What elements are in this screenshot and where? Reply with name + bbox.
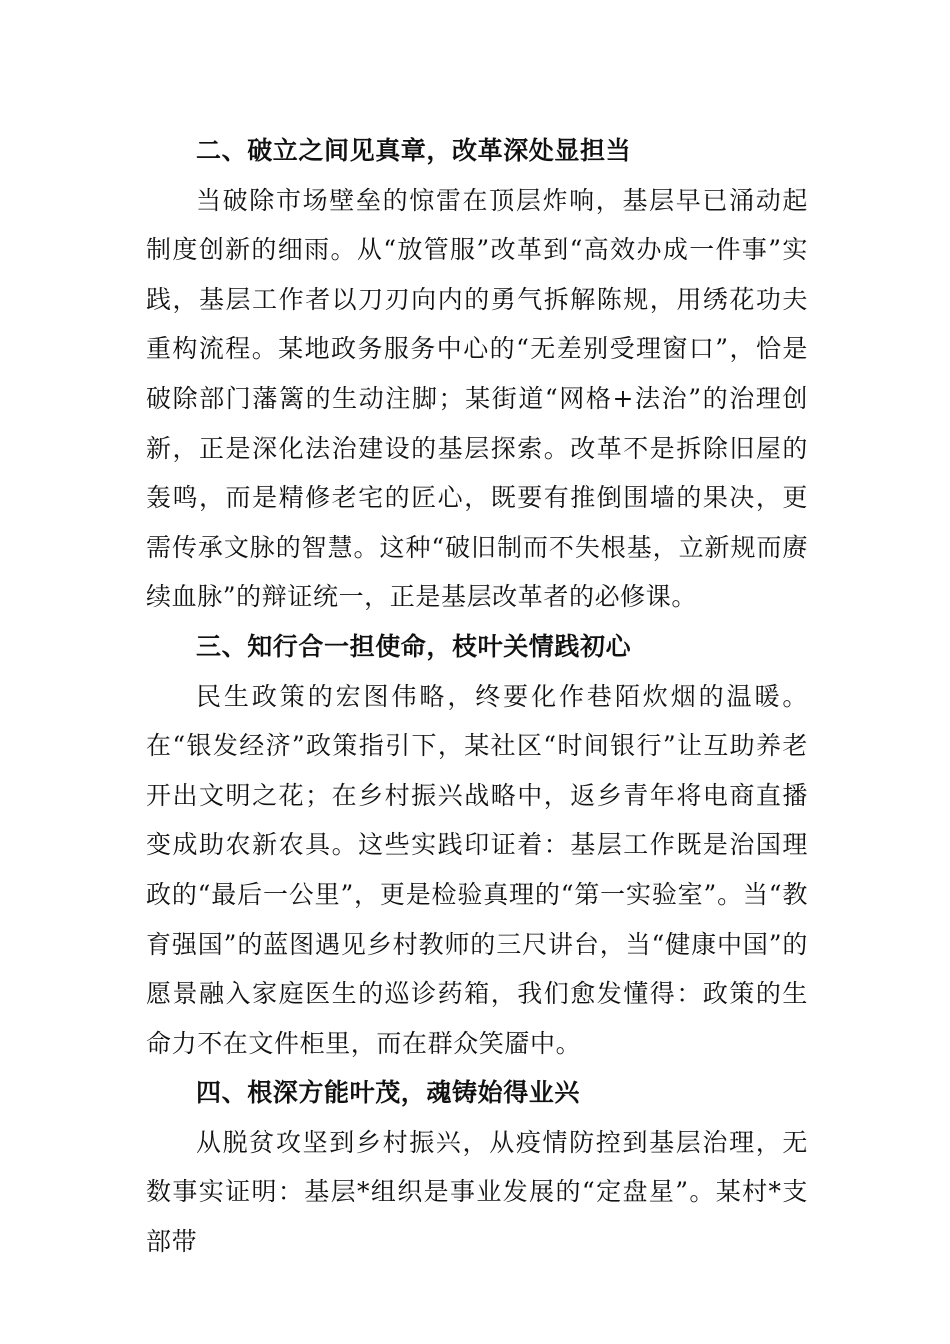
section-heading: 二、破立之间见真章，改革深处显担当 — [196, 136, 632, 165]
document-body — [146, 126, 808, 1267]
section-heading: 三、知行合一担使命，枝叶关情践初心 — [196, 631, 632, 661]
section-paragraph: 民生政策的宏图伟略，终要化作巷陌炊烟的温暖。在“银发经济”政策指引下，某社区“时间银行”让互助养老开出文明之花；在乡村振兴战略中，返乡青年将电商直播变成助农新农具。这些实践印证着：基层工作既是治国理政的“最后一公里”，更是检验真理的“第一实验室”。当“教育强国”的蓝图遇见乡村教师的三尺讲台，当“健康中国”的愿景融入家庭医生的巡诊药箱，我们愈发懂得：政策的生命力不在文件柜里，而在群众笑靥中。 — [146, 681, 808, 1058]
section-paragraph: 当破除市场壁垒的惊雷在顶层炸响，基层早已涌动起制度创新的细雨。从“放管服”改革到“高效办成一件事”实践，基层工作者以刀刃向内的勇气拆解陈规，用绣花功夫重构流程。某地政务服务中心的“无差别受理窗口”，恰是破除部门藩篱的生动注脚；某街道“网格+法治”的治理创新，正是深化法治建设的基层探索。改革不是拆除旧屋的轰鸣，而是精修老宅的匠心，既要有推倒围墙的果决，更需传承文脉的智慧。这种“破旧制而不失根基，立新规而赓续血脉”的辩证统一，正是基层改革者的必修课。 — [146, 185, 808, 612]
section-paragraph: 从脱贫攻坚到乡村振兴，从疫情防控到基层治理，无数事实证明：基层*组织是事业发展的“定盘星”。某村*支部带 — [146, 1127, 808, 1257]
section-heading: 四、根深方能叶茂，魂铸始得业兴 — [196, 1078, 581, 1108]
